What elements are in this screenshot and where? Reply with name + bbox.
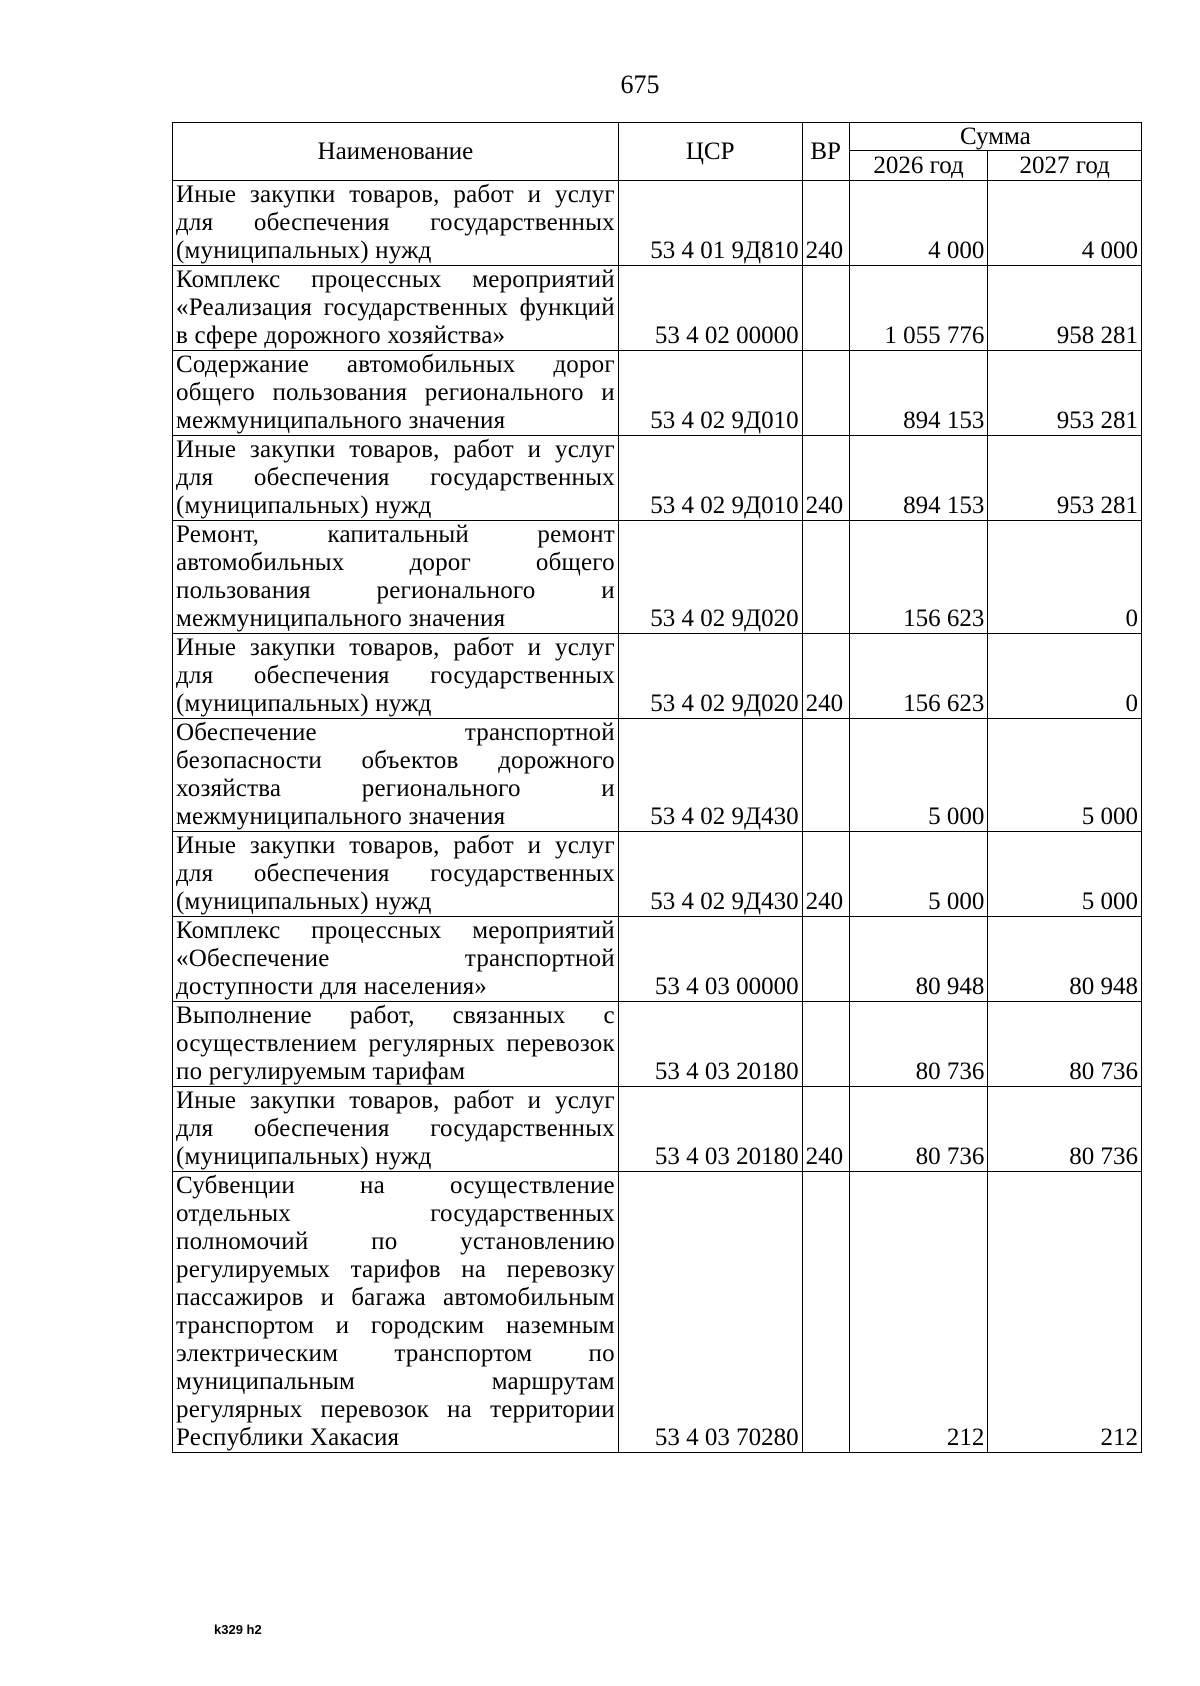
table-row bbox=[173, 1087, 1142, 1172]
row-vr bbox=[802, 917, 849, 1002]
row-csr: 53 4 02 9Д430 bbox=[618, 719, 802, 832]
row-sum-2027: 0 bbox=[988, 634, 1142, 719]
row-sum-2027: 5 000 bbox=[988, 719, 1142, 832]
table-row bbox=[173, 266, 1142, 351]
row-vr: 240 bbox=[802, 634, 849, 719]
table-row bbox=[173, 181, 1142, 266]
row-name: Иные закупки товаров, работ и услуг для обеспечения государственных (муниципальных) нужд bbox=[173, 634, 619, 719]
row-sum-2026: 894 153 bbox=[849, 436, 988, 521]
header-vr: ВР bbox=[802, 123, 849, 181]
row-name: Иные закупки товаров, работ и услуг для обеспечения государственных (муниципальных) нужд bbox=[173, 1087, 619, 1172]
row-vr bbox=[802, 1002, 849, 1087]
row-sum-2026: 5 000 bbox=[849, 719, 988, 832]
budget-table bbox=[172, 122, 1142, 1453]
row-sum-2026: 156 623 bbox=[849, 634, 988, 719]
row-sum-2026: 5 000 bbox=[849, 832, 988, 917]
row-vr: 240 bbox=[802, 832, 849, 917]
row-name: Комплекс процессных мероприятий «Обеспечение транспортной доступности для населения» bbox=[173, 917, 619, 1002]
row-vr bbox=[802, 719, 849, 832]
table-row bbox=[173, 917, 1142, 1002]
row-csr: 53 4 03 00000 bbox=[618, 917, 802, 1002]
row-sum-2027: 958 281 bbox=[988, 266, 1142, 351]
row-csr: 53 4 02 9Д010 bbox=[618, 436, 802, 521]
row-csr: 53 4 03 70280 bbox=[618, 1172, 802, 1453]
row-name: Обеспечение транспортной безопасности объектов дорожного хозяйства регионального и межмуниципального значения bbox=[173, 719, 619, 832]
row-csr: 53 4 03 20180 bbox=[618, 1087, 802, 1172]
row-csr: 53 4 02 00000 bbox=[618, 266, 802, 351]
row-name: Комплекс процессных мероприятий «Реализация государственных функций в сфере дорожного хозяйства» bbox=[173, 266, 619, 351]
row-sum-2026: 80 736 bbox=[849, 1002, 988, 1087]
row-sum-2026: 4 000 bbox=[849, 181, 988, 266]
header-sum: Сумма bbox=[849, 123, 1141, 151]
row-name: Иные закупки товаров, работ и услуг для обеспечения государственных (муниципальных) нужд bbox=[173, 181, 619, 266]
row-sum-2027: 953 281 bbox=[988, 436, 1142, 521]
row-vr: 240 bbox=[802, 1087, 849, 1172]
header-name: Наименование bbox=[173, 123, 619, 181]
table-header bbox=[173, 123, 1142, 181]
row-sum-2027: 212 bbox=[988, 1172, 1142, 1453]
header-year-2026: 2026 год bbox=[849, 151, 988, 181]
table-row bbox=[173, 1172, 1142, 1453]
row-vr bbox=[802, 266, 849, 351]
row-sum-2027: 80 736 bbox=[988, 1087, 1142, 1172]
table-row bbox=[173, 832, 1142, 917]
row-csr: 53 4 02 9Д020 bbox=[618, 634, 802, 719]
row-sum-2027: 0 bbox=[988, 521, 1142, 634]
row-sum-2027: 953 281 bbox=[988, 351, 1142, 436]
row-sum-2027: 4 000 bbox=[988, 181, 1142, 266]
table-row bbox=[173, 1002, 1142, 1087]
table-row bbox=[173, 634, 1142, 719]
table-row bbox=[173, 521, 1142, 634]
row-sum-2027: 5 000 bbox=[988, 832, 1142, 917]
table-row bbox=[173, 436, 1142, 521]
row-vr: 240 bbox=[802, 181, 849, 266]
table-body bbox=[173, 181, 1142, 1453]
row-sum-2026: 1 055 776 bbox=[849, 266, 988, 351]
row-name: Иные закупки товаров, работ и услуг для обеспечения государственных (муниципальных) нужд bbox=[173, 832, 619, 917]
table-row bbox=[173, 719, 1142, 832]
row-vr bbox=[802, 351, 849, 436]
row-name: Иные закупки товаров, работ и услуг для обеспечения государственных (муниципальных) нужд bbox=[173, 436, 619, 521]
header-csr: ЦСР bbox=[618, 123, 802, 181]
row-csr: 53 4 02 9Д020 bbox=[618, 521, 802, 634]
row-vr bbox=[802, 521, 849, 634]
row-sum-2026: 80 948 bbox=[849, 917, 988, 1002]
row-csr: 53 4 03 20180 bbox=[618, 1002, 802, 1087]
row-vr bbox=[802, 1172, 849, 1453]
row-sum-2026: 80 736 bbox=[849, 1087, 988, 1172]
row-csr: 53 4 02 9Д430 bbox=[618, 832, 802, 917]
row-csr: 53 4 01 9Д810 bbox=[618, 181, 802, 266]
page-number: 675 bbox=[620, 70, 660, 99]
row-sum-2026: 212 bbox=[849, 1172, 988, 1453]
row-sum-2026: 156 623 bbox=[849, 521, 988, 634]
row-sum-2027: 80 736 bbox=[988, 1002, 1142, 1087]
table-row bbox=[173, 351, 1142, 436]
row-name: Содержание автомобильных дорог общего пользования регионального и межмуниципального значения bbox=[173, 351, 619, 436]
row-csr: 53 4 02 9Д010 bbox=[618, 351, 802, 436]
document-code: k329 h2 bbox=[214, 1622, 262, 1637]
row-name: Выполнение работ, связанных с осуществлением регулярных перевозок по регулируемым тарифам bbox=[173, 1002, 619, 1087]
row-sum-2027: 80 948 bbox=[988, 917, 1142, 1002]
row-name: Субвенции на осуществление отдельных государственных полномочий по установлению регулируемых тарифов на перевозку пассажиров и багажа автомобильным транспортом и городским наземным электрическим транспортом по муниципальным маршрутам регулярных перевозок на территории Республики Хакасия bbox=[173, 1172, 619, 1453]
row-vr: 240 bbox=[802, 436, 849, 521]
row-sum-2026: 894 153 bbox=[849, 351, 988, 436]
header-year-2027: 2027 год bbox=[988, 151, 1142, 181]
row-name: Ремонт, капитальный ремонт автомобильных дорог общего пользования регионального и межмуниципального значения bbox=[173, 521, 619, 634]
